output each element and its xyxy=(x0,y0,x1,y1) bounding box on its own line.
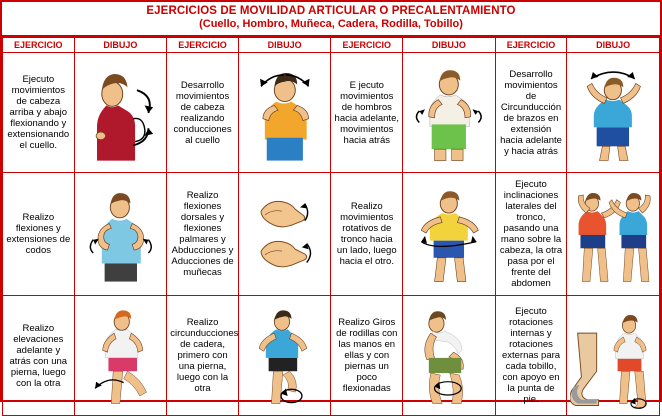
column-header-ejercicio-1: EJERCICIO xyxy=(3,38,75,53)
exercise-description: E jecuto movimientos de hombros hacia adelante, movimientos hacia atrás xyxy=(331,53,403,173)
table-header-row xyxy=(3,38,660,53)
hip-circumduction-icon xyxy=(242,302,328,410)
page-subtitle: (Cuello, Hombro, Muñeca, Cadera, Rodilla, Tobillo) xyxy=(199,18,463,30)
exercise-drawing-cell xyxy=(403,53,496,173)
shoulder-forward-backward-icon xyxy=(406,59,492,167)
exercise-description: Realizo movimientos rotativos de tronco hacia un lado, luego hacia el otro. xyxy=(331,173,403,296)
exercise-drawing-cell xyxy=(567,296,660,416)
exercise-drawing-cell xyxy=(238,173,331,296)
title-block xyxy=(2,2,660,37)
table-row xyxy=(3,53,660,173)
exercise-description: Desarrollo movimientos de Circunducción de brazos en extensión hacia adelante y hacia atrás xyxy=(495,53,567,173)
column-header-ejercicio-2: EJERCICIO xyxy=(167,38,239,53)
exercise-drawing-cell xyxy=(74,173,167,296)
column-header-dibujo-1: DIBUJO xyxy=(74,38,167,53)
ankle-rotation-icon xyxy=(570,302,656,410)
table-row xyxy=(3,173,660,296)
exercise-drawing-cell xyxy=(74,53,167,173)
column-header-ejercicio-4: EJERCICIO xyxy=(495,38,567,53)
exercise-description: Realizo flexiones dorsales y flexiones palmares y Abducciones y Aducciones de muñecas xyxy=(167,173,239,296)
column-header-dibujo-3: DIBUJO xyxy=(403,38,496,53)
column-header-ejercicio-3: EJERCICIO xyxy=(331,38,403,53)
leg-front-back-raise-icon xyxy=(78,302,164,410)
exercise-drawing-cell xyxy=(403,296,496,416)
trunk-lateral-inclination-icon xyxy=(570,180,656,288)
exercise-description: Realizo Giros de rodillas con las manos en ellas y con piernas un poco flexionadas xyxy=(331,296,403,416)
page-title: EJERCICIOS DE MOVILIDAD ARTICULAR O PRECALENTAMIENTO xyxy=(146,5,516,17)
wrist-flexion-abduction-icon xyxy=(242,180,328,288)
exercise-drawing-cell xyxy=(567,53,660,173)
arm-circumduction-icon xyxy=(570,59,656,167)
exercise-table xyxy=(2,37,660,416)
trunk-rotation-icon xyxy=(406,180,492,288)
exercise-drawing-cell xyxy=(238,53,331,173)
exercise-description: Ejecuto movimientos de cabeza arriba y abajo flexionando y extensionando el cuello. xyxy=(3,53,75,173)
neck-flexion-extension-icon xyxy=(78,59,164,167)
elbow-flexion-extension-icon xyxy=(78,180,164,288)
exercise-description: Ejecuto rotaciones internas y rotaciones externas para cada tobillo, con apoyo en la punta de pie. xyxy=(495,296,567,416)
exercise-drawing-cell xyxy=(403,173,496,296)
exercise-description: Realizo elevaciones adelante y atrás con una pierna, luego con la otra xyxy=(3,296,75,416)
exercise-drawing-cell xyxy=(74,296,167,416)
exercise-description: Desarrollo movimientos de cabeza realizando conducciones al cuello xyxy=(167,53,239,173)
exercise-drawing-cell xyxy=(238,296,331,416)
exercise-drawing-cell xyxy=(567,173,660,296)
knee-rotation-icon xyxy=(406,302,492,410)
neck-lateral-movement-icon xyxy=(242,59,328,167)
column-header-dibujo-2: DIBUJO xyxy=(238,38,331,53)
exercise-description: Ejecuto inclinaciones laterales del tronco, pasando una mano sobre la cabeza, la otra pasa por el frente del abdomen xyxy=(495,173,567,296)
column-header-dibujo-4: DIBUJO xyxy=(567,38,660,53)
table-row xyxy=(3,296,660,416)
exercise-description: Realizo flexiones y extensiones de codos xyxy=(3,173,75,296)
exercise-description: Realizo circunducciones de cadera, primero con una pierna, luego con la otra xyxy=(167,296,239,416)
